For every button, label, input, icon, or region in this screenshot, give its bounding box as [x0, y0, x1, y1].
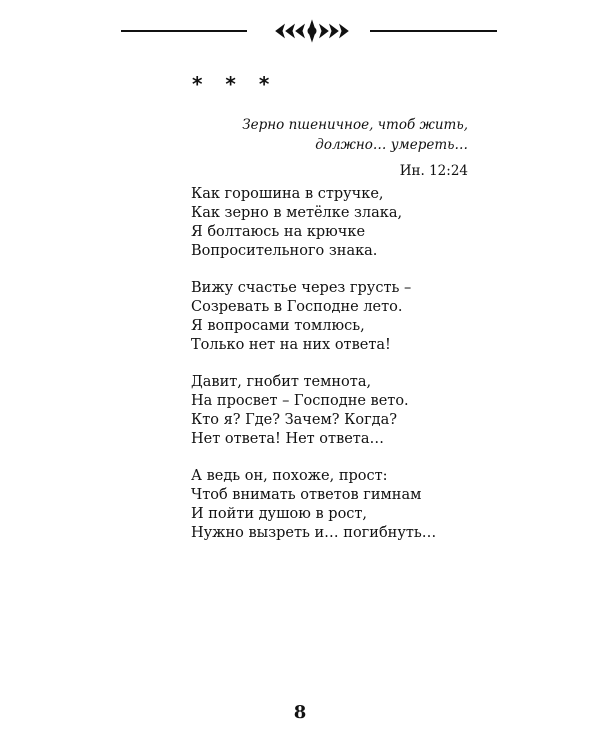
- poem-line: Созревать в Господне лето.: [191, 299, 403, 315]
- poem-stanza: [191, 279, 436, 355]
- epigraph-reference: Ин. 12:24: [399, 163, 468, 179]
- poem: [191, 185, 436, 561]
- poem-line: Кто я? Где? Зачем? Когда?: [191, 412, 398, 428]
- poem-line: Как горошина в стручке,: [191, 186, 384, 202]
- poem-line: Чтоб внимать ответов гимнам: [191, 487, 422, 503]
- poem-line: Как зерно в метёлке злака,: [191, 205, 403, 221]
- epigraph-line: должно… умереть…: [315, 137, 468, 153]
- epigraph: [242, 115, 468, 181]
- poem-line: Только нет на них ответа!: [191, 337, 391, 353]
- poem-line: Давит, гнобит темнота,: [191, 374, 372, 390]
- poem-line: Я болтаюсь на крючке: [191, 224, 366, 240]
- poem-line: Вижу счастье через грусть –: [191, 280, 412, 296]
- epigraph-line: Зерно пшеничное, чтоб жить,: [242, 117, 468, 133]
- poem-line: А ведь он, похоже, прост:: [191, 468, 388, 484]
- poem-line: И пойти душою в рост,: [191, 506, 368, 522]
- poem-line: На просвет – Господне вето.: [191, 393, 409, 409]
- poem-stanza: [191, 467, 436, 543]
- poem-stanza: [191, 373, 436, 449]
- poem-line: Нет ответа! Нет ответа…: [191, 431, 384, 447]
- page-number: 8: [293, 702, 307, 723]
- poem-line: Вопросительного знака.: [191, 243, 378, 259]
- poem-stanza: [191, 185, 436, 261]
- header-rule-right: [370, 30, 497, 32]
- section-mark: * * *: [192, 72, 278, 96]
- poem-line: Я вопросами томлюсь,: [191, 318, 365, 334]
- header-rule-left: [121, 30, 247, 32]
- fleuron-ornament-icon: [272, 19, 352, 43]
- poem-line: Нужно вызреть и… погибнуть…: [191, 525, 437, 541]
